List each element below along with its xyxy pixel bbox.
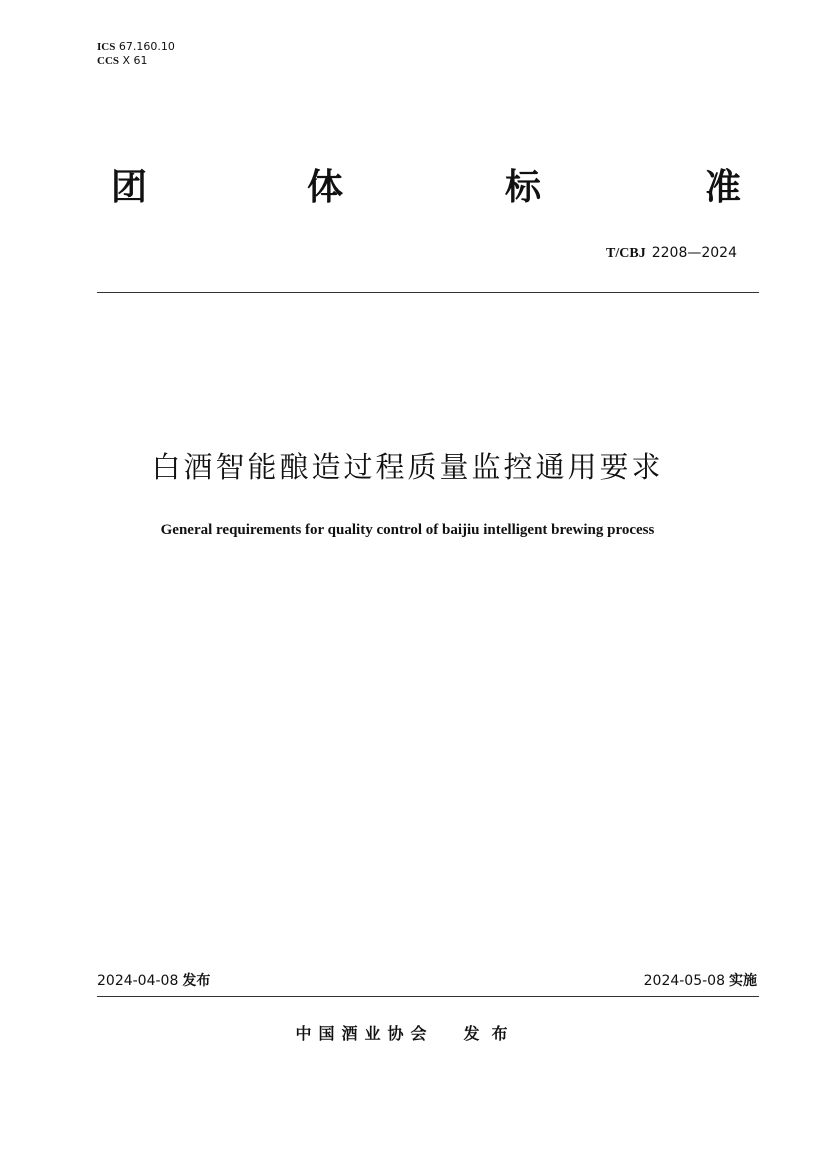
publisher-line [0, 1023, 815, 1045]
ics-label: ICS [97, 41, 116, 53]
standard-type-char-2: 体 [307, 167, 344, 208]
implementation-date [644, 972, 757, 990]
standard-number [606, 244, 737, 263]
ics-value: 67.160.10 [118, 40, 175, 53]
title-chinese: 白酒智能酿造过程质量监控通用要求 [151, 450, 664, 484]
issue-date-value: 2024-04-08 [97, 973, 179, 989]
implementation-date-label: 实施 [729, 973, 757, 989]
ccs-label: CCS [97, 55, 120, 67]
standard-type-char-1: 团 [111, 167, 148, 208]
header-divider [97, 292, 759, 293]
publisher-organization: 中国酒业协会 [295, 1024, 434, 1043]
standard-type-heading [97, 160, 759, 216]
publisher-action: 发布 [463, 1024, 520, 1043]
ccs-code [97, 54, 175, 68]
implementation-date-value: 2024-05-08 [643, 973, 725, 989]
standard-number-prefix: T/CBJ [606, 246, 646, 261]
footer-divider [97, 996, 759, 997]
standard-type-char-3: 标 [505, 167, 542, 208]
ics-code [97, 40, 175, 54]
ccs-value: X 61 [122, 54, 148, 67]
classification-codes [97, 40, 175, 68]
standard-type-char-4: 准 [705, 167, 742, 208]
issue-date-label: 发布 [182, 973, 211, 989]
standard-number-value: 2208—2024 [651, 245, 737, 261]
issue-date [97, 972, 210, 990]
title-english: General requirements for quality control of baijiu intelligent brewing process [160, 522, 655, 538]
